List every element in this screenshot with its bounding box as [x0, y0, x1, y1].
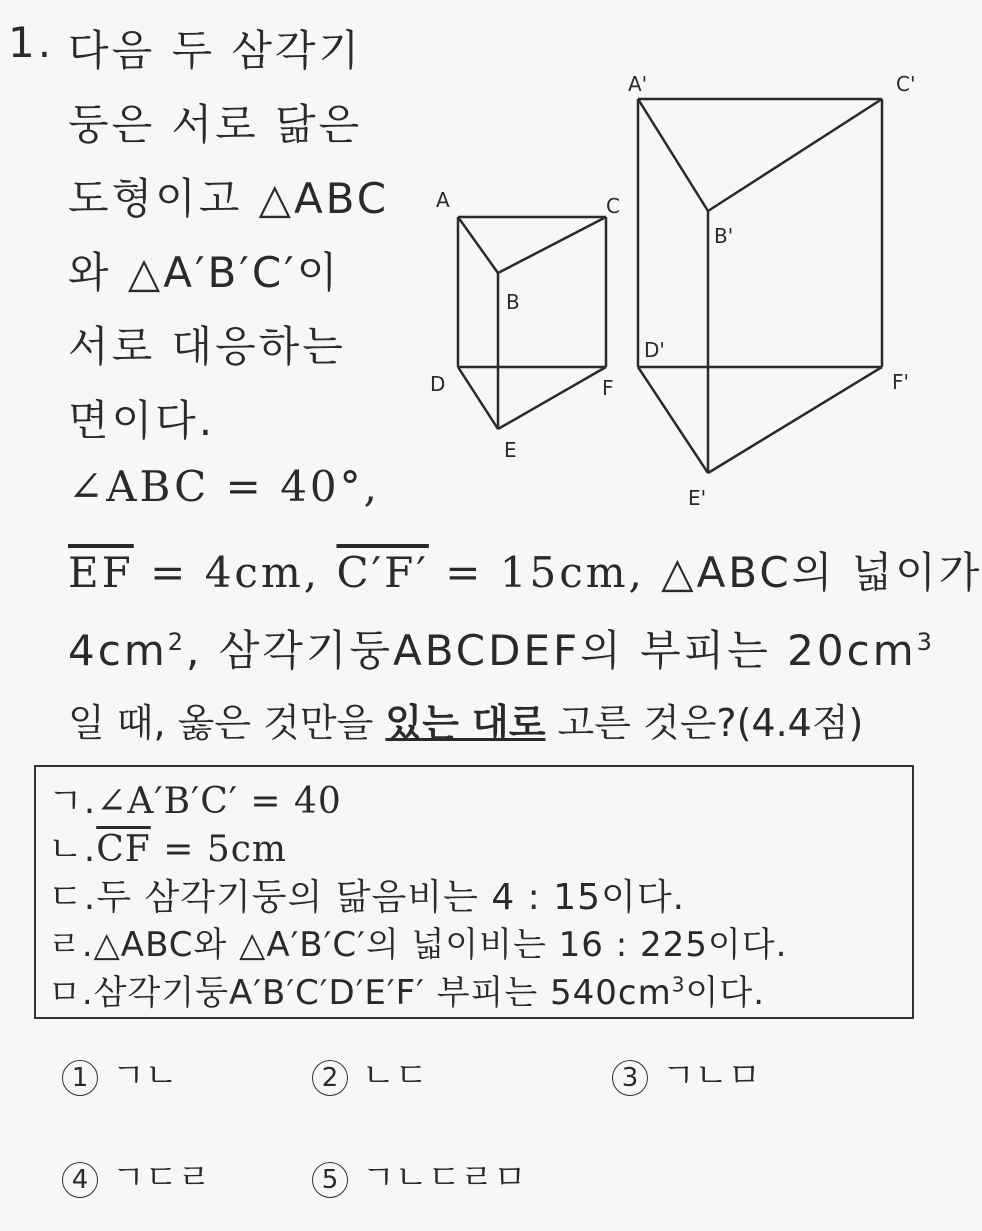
- choice-text: ㄱㄴㅁ: [662, 1056, 761, 1096]
- option-mieum: [48, 965, 765, 1014]
- large-prism: [638, 99, 882, 473]
- option-key: ㄹ.: [48, 925, 94, 965]
- choice-number: 4: [62, 1162, 98, 1198]
- intro-line-1: 다음 두 삼각기: [68, 26, 363, 75]
- option-text-end: 이다.: [685, 973, 765, 1013]
- option-key: ㅁ.: [48, 973, 94, 1013]
- option-key: ㄱ.: [48, 781, 97, 822]
- label-B-prime: B': [714, 224, 734, 248]
- label-E-prime: E': [688, 486, 707, 510]
- label-A: A: [436, 188, 450, 212]
- label-B: B: [506, 290, 520, 314]
- segment-cf: $\overline{CF}$: [96, 829, 151, 870]
- choice-number: 5: [312, 1162, 348, 1198]
- small-prism: [458, 217, 606, 429]
- answer-choice-5[interactable]: [312, 1150, 526, 1199]
- intro-line-5: 서로 대응하는: [68, 322, 346, 371]
- label-F-prime: F': [892, 370, 910, 394]
- choice-text: ㄱㄴㄷㄹㅁ: [362, 1158, 527, 1198]
- question-number: 1.: [8, 18, 55, 67]
- option-rieul: [48, 917, 787, 966]
- label-C: C: [606, 194, 620, 218]
- choice-number: 2: [312, 1060, 348, 1096]
- segment-ef: $\overline{EF}$: [68, 548, 134, 597]
- area-value: 4cm: [68, 626, 168, 675]
- angle-condition: ∠ABC = 40°,: [68, 462, 380, 511]
- area-label: △ABC의 넓이가: [661, 548, 982, 597]
- option-text: = 5cm: [150, 829, 288, 870]
- segment-cf-prime: C′F′: [336, 548, 429, 597]
- choice-number: 1: [62, 1060, 98, 1096]
- option-text: ∠A′B′C′ = 40: [96, 781, 342, 822]
- area-superscript: 2: [167, 628, 187, 656]
- option-key: ㄴ.: [48, 829, 97, 870]
- segment-cf-value: = 15cm,: [428, 548, 645, 597]
- segment-ef-value: = 4cm,: [133, 548, 321, 597]
- choice-text: ㄱㄴ: [112, 1056, 178, 1096]
- question-line-volume: [68, 618, 935, 678]
- label-A-prime: A': [628, 72, 648, 96]
- option-superscript: 3: [671, 972, 686, 997]
- volume-superscript: 3: [916, 628, 935, 656]
- answer-choice-1[interactable]: [62, 1048, 178, 1097]
- answer-choice-3[interactable]: [612, 1048, 761, 1097]
- volume-text: , 삼각기둥ABCDEF의 부피는 20cm: [186, 626, 917, 675]
- intro-line-3: 도형이고 △ABC: [68, 174, 390, 223]
- intro-line-4: 와 △A′B′C′이: [68, 248, 341, 297]
- option-digeut: [48, 869, 685, 920]
- question-line-prompt: [68, 692, 863, 747]
- question-line-measures: [68, 540, 982, 600]
- option-key: ㄷ.: [48, 877, 97, 918]
- option-text: 두 삼각기둥의 닮음비는 4 : 15이다.: [96, 877, 686, 918]
- prompt-start: 일 때, 옳은 것만을: [68, 701, 386, 745]
- answer-choice-4[interactable]: [62, 1150, 211, 1199]
- label-C-prime: C': [896, 72, 916, 96]
- choice-text: ㄱㄷㄹ: [112, 1158, 211, 1198]
- options-box: [34, 765, 914, 1019]
- label-E: E: [504, 438, 517, 462]
- intro-line-6: 면이다.: [68, 396, 216, 445]
- label-D: D: [430, 372, 446, 396]
- prompt-end: 고른 것은?(4.4점): [545, 701, 864, 745]
- option-text: 삼각기둥A′B′C′D′E′F′ 부피는 540cm: [93, 973, 672, 1013]
- option-text: △ABC와 △A′B′C′의 넓이비는 16 : 225이다.: [93, 925, 788, 965]
- label-F: F: [602, 376, 614, 400]
- choice-text: ㄴㄷ: [362, 1056, 428, 1096]
- answer-choice-2[interactable]: [312, 1048, 428, 1097]
- intro-line-2: 둥은 서로 닮은: [68, 100, 363, 149]
- choice-number: 3: [612, 1060, 648, 1096]
- prism-figure: [410, 65, 920, 515]
- option-nieun: [48, 821, 287, 872]
- prompt-emphasis: 있는 대로: [385, 701, 546, 745]
- option-giyeok: [48, 773, 342, 824]
- label-D-prime: D': [644, 338, 665, 362]
